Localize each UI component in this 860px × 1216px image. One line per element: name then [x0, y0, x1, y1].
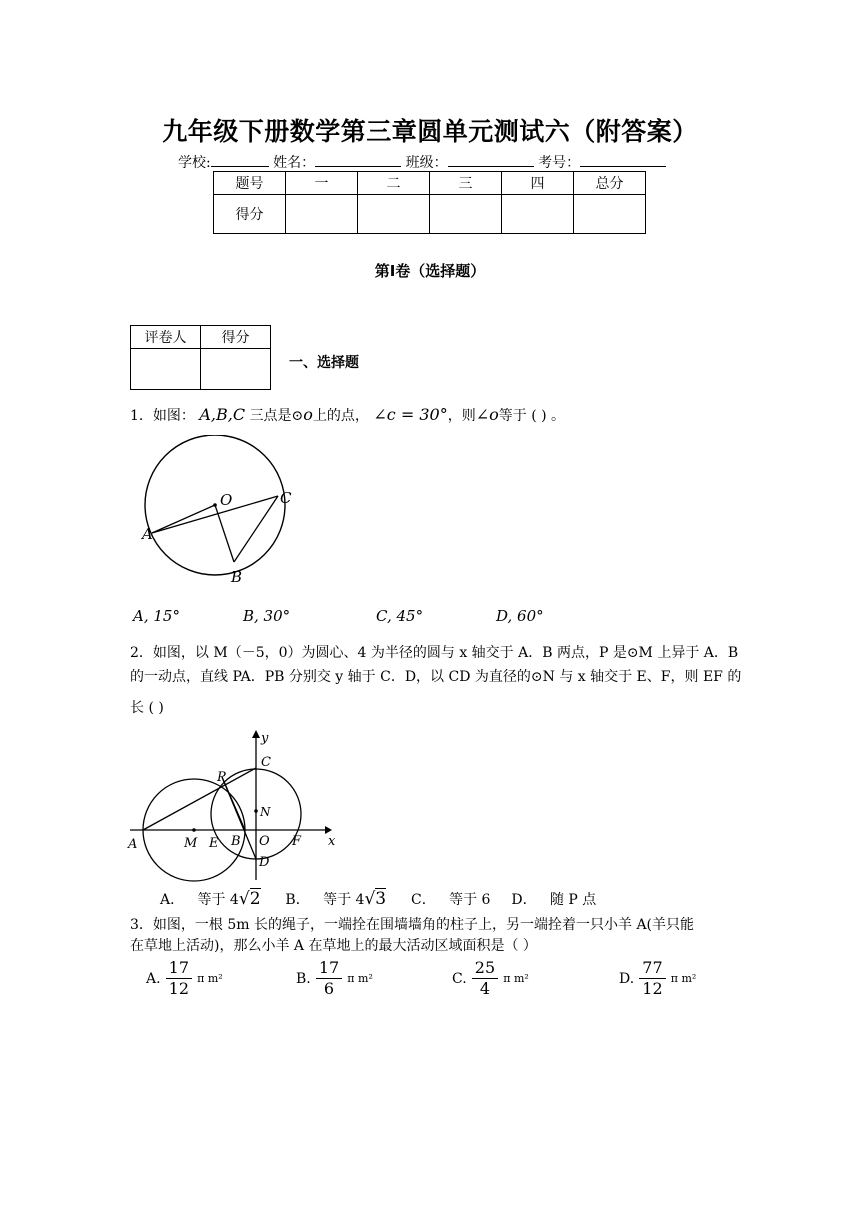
score-cell[interactable] [286, 195, 358, 234]
score-table [213, 171, 646, 234]
label-n: N [260, 805, 271, 819]
label-d: D [259, 855, 270, 870]
question-2-line-1: 2．如图，以 M（－5，0）为圆心、4 为半径的圆与 x 轴交于 A．B 两点，P 是⊙M 上异于 A．B [130, 645, 739, 661]
question-2-line-2: 的一动点，直线 PA．PB 分别交 y 轴于 C．D，以 CD 为直径的⊙N 与 x 轴交于 E、F，则 EF 的 [130, 669, 742, 685]
grader-score-cell[interactable] [201, 349, 271, 390]
q2-option-c[interactable]: C． 等于 6 [411, 892, 491, 908]
q2-coordinate-figure [125, 725, 340, 885]
q1-option-a[interactable]: A, 15° [133, 607, 180, 625]
label-o: O [259, 834, 270, 849]
label-x: x [328, 834, 336, 849]
score-cell[interactable] [502, 195, 574, 234]
question-2-line-3: 长 ( ) [130, 700, 164, 716]
label-b: B [231, 834, 241, 849]
grader-header: 评卷人 [131, 326, 201, 349]
score-cell[interactable] [430, 195, 502, 234]
grader-cell[interactable] [131, 349, 201, 390]
label-o: O [220, 491, 233, 509]
school-label: 学校: [178, 155, 211, 171]
grader-score-header: 得分 [201, 326, 271, 349]
name-label: 姓名： [273, 155, 316, 171]
volume-title: 第Ⅰ卷（选择题） [374, 262, 486, 280]
page-title: 九年级下册数学第三章圆单元测试六（附答案） [162, 117, 698, 146]
q3-option-a[interactable]: A. $\frac{17}{12}$ π m² [146, 958, 223, 998]
q1-option-b[interactable]: B, 30° [243, 607, 291, 625]
score-row-label: 得分 [214, 195, 286, 234]
label-a: A [142, 525, 153, 543]
school-field[interactable] [211, 152, 269, 167]
label-y: y [261, 731, 269, 746]
label-b: B [231, 568, 243, 586]
score-header: 总分 [574, 172, 646, 195]
section-title: 一、选择题 [289, 355, 359, 371]
score-header: 题号 [214, 172, 286, 195]
question-3-line-2: 在草地上活动)，那么小羊 A 在草地上的最大活动区域面积是（ ） [130, 938, 537, 954]
q3-option-c[interactable]: C. $\frac{25}{4}$ π m² [452, 958, 529, 998]
q2-option-d[interactable]: D． 随 P 点 [511, 892, 597, 908]
question-3-line-1: 3．如图，一根 5m 长的绳子，一端拴在围墙墙角的柱子上，另一端拴着一只小羊 A(羊只能 [130, 917, 695, 933]
q1-circle-figure [130, 435, 310, 590]
class-field[interactable] [448, 152, 534, 167]
grader-table [130, 325, 271, 390]
q2-options [160, 889, 596, 910]
score-cell[interactable] [574, 195, 646, 234]
label-c: C [261, 755, 271, 770]
q1-option-c[interactable]: C, 45° [376, 607, 424, 625]
label-m: M [184, 836, 198, 851]
class-label: 班级： [405, 155, 448, 171]
q2-option-a[interactable]: A． 等于 4√2 [160, 889, 261, 909]
number-label: 考号： [538, 155, 581, 171]
name-field[interactable] [315, 152, 401, 167]
label-p: P [217, 770, 226, 785]
q1-option-d[interactable]: D, 60° [496, 607, 544, 625]
label-c: C [280, 489, 292, 507]
score-header: 四 [502, 172, 574, 195]
label-a: A [128, 837, 138, 852]
q3-option-d[interactable]: D. $\frac{77}{12}$ π m² [619, 958, 697, 998]
student-info-line [178, 152, 666, 172]
label-f: F [292, 834, 302, 849]
q2-option-b[interactable]: B． 等于 4√3 [285, 889, 387, 909]
score-cell[interactable] [358, 195, 430, 234]
score-header: 二 [358, 172, 430, 195]
question-1: 1．如图： A,B,C 三点是⊙o上的点， ∠c = 30°，则∠o等于 ( ) 。 [130, 405, 566, 424]
score-header: 三 [430, 172, 502, 195]
q3-option-b[interactable]: B. $\frac{17}{6}$ π m² [296, 958, 373, 998]
number-field[interactable] [580, 152, 666, 167]
score-header: 一 [286, 172, 358, 195]
label-e: E [209, 836, 219, 851]
